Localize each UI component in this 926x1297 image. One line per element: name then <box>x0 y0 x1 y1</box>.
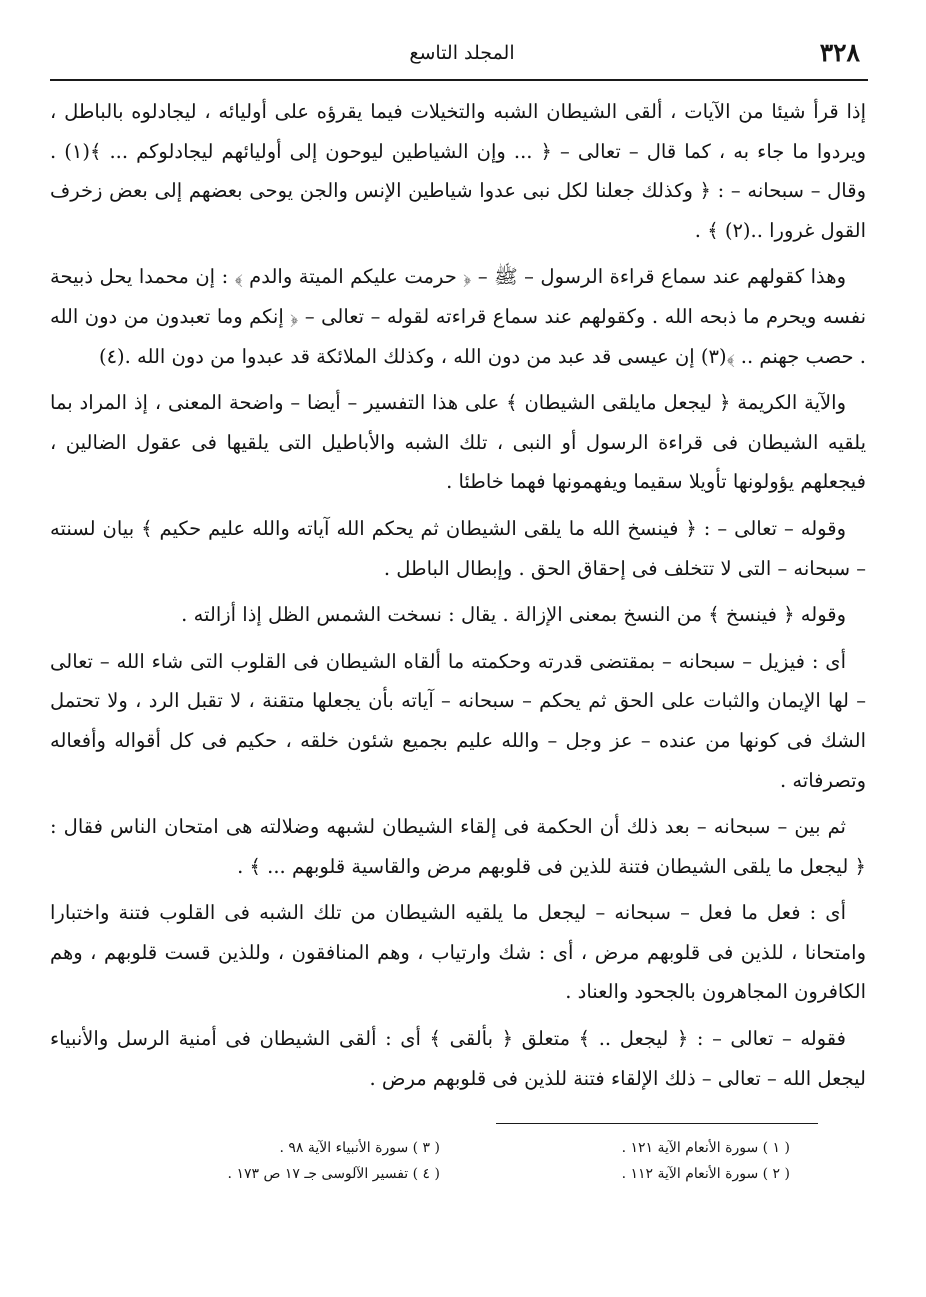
paragraph: أى : فيزيل – سبحانه – بمقتضى قدرته وحكمته ما ألقاه الشيطان فى القلوب التى شاء الله – تعالى – لها الإيمان والثبات على الحق ثم يحكم – سبحانه – آياته بأن يجعلها متقنة ، لا تقبل الرد ، ولا تحتمل الشك فى كونها من عنده – عز وجل – والله عليم بجميع شئون خلقه ، حكيم فى كل أقواله وأفعاله وتصرفاته . <box>50 649 866 792</box>
header-divider <box>50 79 868 81</box>
running-title: المجلد التاسع <box>409 42 515 64</box>
footnote-column-right <box>470 1135 790 1187</box>
footnotes <box>120 1135 790 1187</box>
paragraph: وقوله ﴿ فينسخ ﴾ من النسخ بمعنى الإزالة . يقال : نسخت الشمس الظل إذا أزالته . <box>181 603 846 627</box>
footnote-4: ( ٤ ) تفسير الآلوسى جـ ١٧ ص ١٧٣ . <box>227 1166 440 1182</box>
paragraph: ثم بين – سبحانه – بعد ذلك أن الحكمة فى إلقاء الشيطان لشبهه وضلالته هى امتحان الناس فقال : ﴿ ليجعل ما يلقى الشيطان فتنة للذين فى قلوبهم مرض والقاسية قلوبهم ... ﴾ . <box>50 815 866 878</box>
paragraph: وهذا كقولهم عند سماع قراءة الرسول – ﷺ – ﴿ حرمت عليكم الميتة والدم ﴾ : إن محمدا يحل ذبيحة نفسه ويحرم ما ذبحه الله . وكقولهم عند سماع قراءته لقوله – تعالى – ﴿ إنكم وما تعبدون من دون الله . حصب جهنم .. ﴾(٣) إن عيسى قد عبد من دون الله ، وكذلك الملائكة قد عبدوا من دون الله .(٤) <box>50 265 867 368</box>
paragraph: أى : فعل ما فعل – سبحانه – ليجعل ما يلقيه الشيطان من تلك الشبه فى القلوب فتنة واختبارا وامتحانا ، للذين فى قلوبهم مرض ، أى : شك وارتياب ، وهم المنافقون ، وللذين قست قلوبهم ، وهم الكافرون المجاهرون بالجحود والعناد . <box>50 901 866 1004</box>
main-text <box>50 92 866 1105</box>
footnote-3: ( ٣ ) سورة الأنبياء الآية ٩٨ . <box>279 1140 440 1156</box>
page-header <box>58 34 866 78</box>
footnote-2: ( ٢ ) سورة الأنعام الآية ١١٢ . <box>621 1166 790 1182</box>
paragraph: إذا قرأ شيئا من الآيات ، ألقى الشيطان الشبه والتخيلات فيما يقرؤه على أوليائه ، ليجادلوه بالباطل ، ويردوا ما جاء به ، كما قال – تعالى – ﴿ ... وإن الشياطين ليوحون إلى أوليائهم ليجادلوكم ... ﴾(١) . وقال – سبحانه – : ﴿ وكذلك جعلنا لكل نبى عدوا شياطين الإنس والجن يوحى بعضهم إلى بعض زخرف القول غرورا ..(٢) ﴾ . <box>50 100 866 242</box>
footnote-divider <box>496 1123 818 1124</box>
footnote-1: ( ١ ) سورة الأنعام الآية ١٢١ . <box>621 1140 790 1156</box>
paragraph: فقوله – تعالى – : ﴿ ليجعل .. ﴾ متعلق ﴿ بألقى ﴾ أى : ألقى الشيطان فى أمنية الرسل والأنبياء ليجعل الله – تعالى – ذلك الإلقاء فتنة للذين فى قلوبهم مرض . <box>50 1027 866 1090</box>
page-number: ٣٢٨ <box>819 38 860 67</box>
footnote-column-left <box>120 1135 440 1187</box>
paragraph: والآية الكريمة ﴿ ليجعل مايلقى الشيطان ﴾ على هذا التفسير – أيضا – واضحة المعنى ، إذ المراد بما يلقيه الشيطان فى قراءة الرسول أو النبى ، تلك الشبه والأباطيل التى يلقيها فى عقول الضالين ، فيجعلهم يؤولونها تأويلا سقيما ويفهمونها فهما خاطئا . <box>50 391 866 494</box>
paragraph: وقوله – تعالى – : ﴿ فينسخ الله ما يلقى الشيطان ثم يحكم الله آياته والله عليم حكيم ﴾ بيان لسنته – سبحانه – التى لا تتخلف فى إحقاق الحق . وإبطال الباطل . <box>50 516 866 580</box>
